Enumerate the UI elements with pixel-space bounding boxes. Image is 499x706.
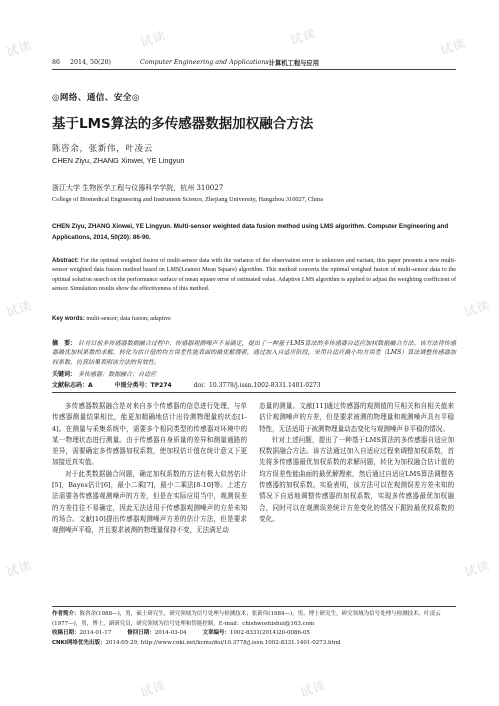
author-bio-label: 作者简介： [52,611,80,617]
abstract-cn [52,339,456,367]
keywords-cn-text: 多传感器；数据融合；自适应 [77,371,156,378]
author-bio-text: 陈咨余(1988—)，男，硕士研究生，研究领域为信号处理与检测技术；张新伟(1984—)，男，博士研究生，研究领域为信号处理与检测技术；叶凌云(1977—)，男，博士，副研究员，研究领域为信号处理和智能控制。E-mail：chishwoshishui@163.com [52,611,441,627]
affiliation-en: College of Biomedical Engineering and Instrument Science, Zhejiang University, Hangzhou 310027, China [52,196,323,203]
watermark-text: 试读 [4,298,34,320]
body-paragraph: 针对上述问题，提出了一种基于LMS算法的多传感器自适应加权数据融合方法。该方法通过加入自适应过程来调整加权系数，首先将多传感器最优加权系数的求解问题，转化为加权融合估计值的均方误差性能曲面的最优解搜索，然后通过自适应LMS算法调整各传感器的加权系数。实验表明，该方法可以在观测误差方差未知的情况下自适地调整传感器的加权系数，实现多传感器最优加权融合，同时可以在观测误差统计方差变化的情况下跟踪最优权系数的变化。 [259,435,454,523]
watermark-text: 试读 [4,38,34,60]
watermark-text: 试读 [288,26,318,48]
abstract-cn-text: 针对目前多传感器数据融合过程中，传感器观测噪声不易确定，提出了一种基于LMS算法的多传感器自适应加权数据融合方法。该方法将传感器最优加权系数的求解，转化为估计值的均方误差性能表面的最优解搜索，通过加入自适应阶段，采用自适应最小均方误差（LMS）算法调整传感器加权系数。仿真结果表明该方法的有效性。 [52,340,456,366]
citation: CHEN Ziyu, ZHANG Xinwei, YE Lingyun. Multi-sensor weighted data fusion method using LMS algorithm. Computer Engineering and Applications, 2014, 50(20): 86-90. [52,223,449,241]
online-text: 2014-05-29, http://www.cnki.net/kcms/doi/10.3778/j.issn.1002-8331.1401-0273.html [105,639,341,646]
authors-en: CHEN Ziyu, ZHANG Xinwei, YE Lingyun [52,156,185,165]
section-heading: ◎网络、通信、安全◎ [52,93,140,103]
journal-name-cn: 计算机工程与应用 [268,60,320,67]
abstract-cn-label: 摘 要： [52,340,77,347]
watermark-text: 试读 [462,298,492,320]
page-number: 86 [52,59,61,66]
abstract-en-text: For the optimal weighed fusion of multi-sensor data with the variance of the observation error is unknown and variant, this paper presents a new multi-sensor weighted data fusion method based on LMS(Leanest Mean Square) algorithm. This method converts the optimal weighed fusion of multi-sensor data to the optimal solution search on the performance surface of mean square error of estimated value. Adaptive LMS algorithm is applied to adjust the weighting coefficient of sensor. Simulation results show the effectiveness of this method. [52,258,456,293]
watermark-text: 试读 [298,678,328,700]
revised-label: 修回日期： [127,630,155,636]
dates-row [52,629,456,639]
abstract-en [52,256,456,295]
footnote [52,606,456,648]
author-bio [52,610,456,629]
keywords-cn [52,369,456,378]
keywords-en-text: multi-sensor; data fusion; adaptive [86,316,171,322]
document-code: 文献标志码：A [52,382,93,389]
watermark-text: 试读 [138,678,168,700]
revised-date: 2014-03-04 [154,630,187,636]
doi: doi：10.3778/j.issn.1002-8331.1401-0273 [193,382,321,389]
body-paragraph: 对于此类数据融合问题，确定加权系数的方法有极大似然估计[5]，Bayes估计[6]，最小二乘[7]，最小二乘法[8-10]等。上述方法需要各传感器观测噪声的方差，但是在实际应用当中，观测误差的方差往往不易确定，因此无法适用于传感器观测噪声的方差未知的场合。文献[10]提出传感器观测噪声方差的估计方法，但是要求观测噪声平稳，并且要求被测的物理量保持不变，无法满足动 [52,469,247,535]
paper-title: 基于LMS算法的多传感器数据加权融合方法 [52,116,314,132]
article-no: 1002-8331(2014)20-0086-05 [229,630,310,636]
keywords-en-label: Key words: [52,315,85,322]
journal-name-en: Computer Engineering and Applications [140,59,269,66]
body-column-right [259,401,454,525]
affiliation-cn: 浙江大学 生物医学工程与仪器科学学院，杭州 310027 [52,184,224,192]
running-header [52,58,456,70]
watermark-text: 试读 [438,36,468,58]
online-label: CNKI网络优先出版： [52,639,106,646]
article-no-label: 文章编号： [202,630,230,636]
keywords-en [52,315,456,322]
clc-number: 中图分类号：TP274 [114,382,172,389]
issue-info: 2014, 50(20) [70,59,111,66]
authors-cn: 陈咨余，张新伟，叶凌云 [52,143,153,153]
classification-line [52,380,456,393]
keywords-cn-label: 关键词： [52,371,77,378]
abstract-en-label: Abstract: [52,257,79,264]
online-row [52,639,456,649]
body-paragraph: 多传感器数据融合是对来自多个传感器的信息进行处理，与单传感器测量结果相比，能更加精确地估计出待测物理量的状态[1-4]。在测量与采集系统中，需要多个相同类型的传感器对环境中的某一物理状态进行测量。由于传感器自身质量的差异和测量通路的差异，需要确定多传感器加权系数，使加权估计值在统计意义下更加接近真实值。 [52,402,247,467]
received-date: 2014-01-17 [79,630,112,636]
body-paragraph: 态量的测量。文献[11]通过传感器的观测值的互相关和自相关值来估计观测噪声的方差，但是要求被测的物理量和观测噪声具有平稳特性，无法适用于被测物理量动态变化与观测噪声非平稳的情况。 [259,402,454,433]
watermark-text: 试读 [138,28,168,50]
watermark-text: 试读 [4,558,34,580]
watermark-text: 试读 [462,558,492,580]
received-label: 收稿日期： [52,630,80,636]
body-column-left [52,401,247,537]
